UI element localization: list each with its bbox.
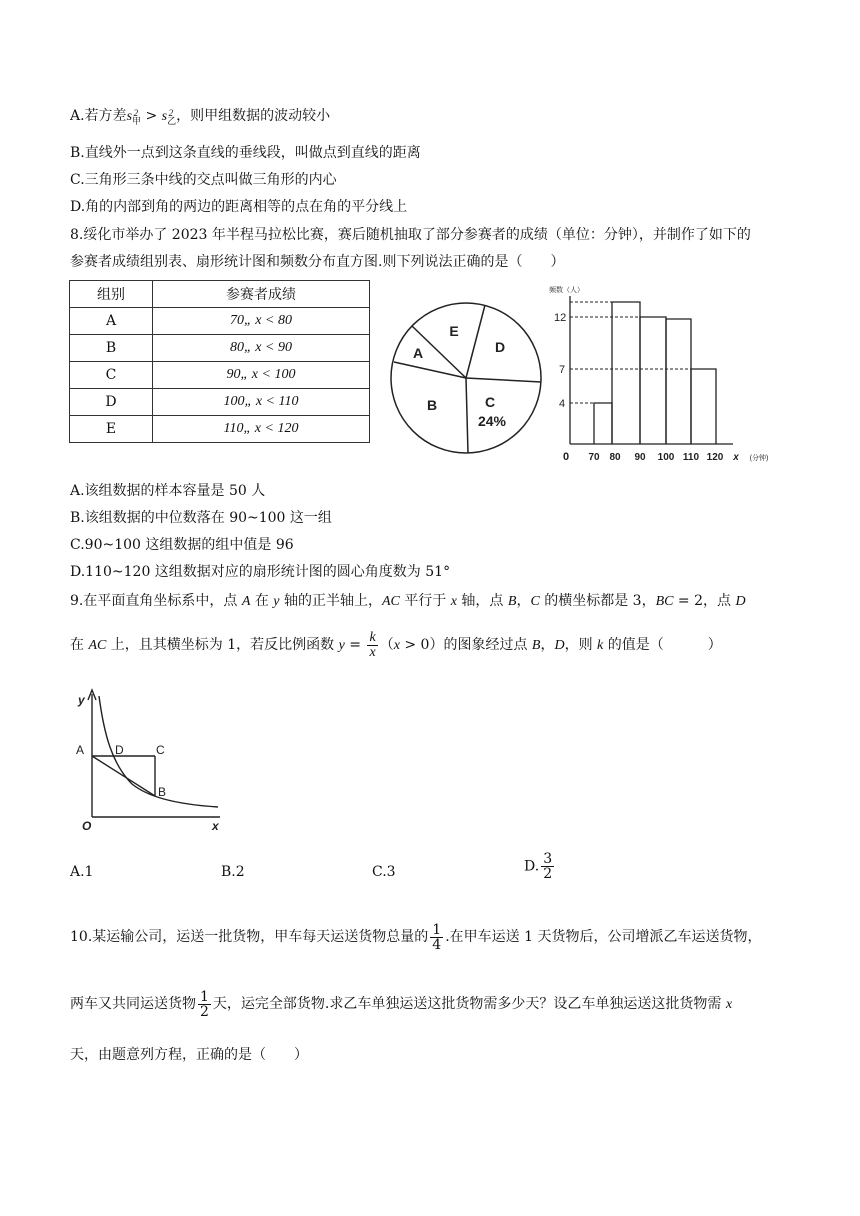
q8-option-d: D.110~120 这组数据对应的扇形统计图的圆心角度数为 51° <box>70 564 451 580</box>
q8-stem-line2: 参赛者成绩组别表、扇形统计图和频数分布直方图.则下列说法正确的是（ ） <box>70 254 565 270</box>
table-cell: 70„ x < 80 <box>153 308 370 335</box>
q7-option-b: B.直线外一点到这条直线的垂线段，叫做点到直线的距离 <box>70 145 421 161</box>
y-tick-7: 7 <box>559 364 566 376</box>
fraction-three-halves: $\frac{3}{2}$ <box>543 851 553 882</box>
q8-option-b: B.该组数据的中位数落在 90~100 这一组 <box>70 510 332 526</box>
q9-stem-line2: 在 AC 上，且其横坐标为 1，若反比例函数 y = $\frac{k}{x}$ （x > 0）的图象经过点 B，D，则 k 的值是（ ） <box>70 629 722 660</box>
table-row <box>70 308 370 335</box>
fraction-one-quarter: $\frac{1}{4}$ <box>432 921 442 953</box>
q8-option-c: C.90~100 这组数据的组中值是 96 <box>70 537 294 553</box>
q7-option-d: D.角的内部到角的两边的距离相等的点在角的平分线上 <box>70 199 408 215</box>
table-cell: 80„ x < 90 <box>153 335 370 362</box>
label-x: x <box>212 819 219 833</box>
q10-stem-line3: 天，由题意列方程，正确的是（ ） <box>70 1047 308 1063</box>
origin-label: 0 <box>563 451 570 463</box>
pie-divider <box>466 378 541 382</box>
y-tick-12: 12 <box>554 312 567 324</box>
bar-d <box>666 319 691 444</box>
pie-label-b: B <box>426 397 438 413</box>
segment-ab <box>92 756 155 796</box>
group-table <box>69 280 370 443</box>
pie-divider <box>466 305 485 378</box>
label-c: C <box>156 743 165 757</box>
fraction-k-over-x: $\frac{k}{x}$ <box>369 629 376 660</box>
pie-chart <box>388 290 548 460</box>
table-row <box>70 362 370 389</box>
pie-label-e: E <box>449 323 459 339</box>
table-cell: 90„ x < 100 <box>153 362 370 389</box>
x-axis-label: x <box>733 452 739 463</box>
q9-option-a: A.1 <box>70 864 94 880</box>
pie-label-c: C <box>484 394 496 410</box>
table-row <box>70 416 370 443</box>
table-cell: B <box>70 335 153 362</box>
q9-stem-line1: 9.在平面直角坐标系中，点 A 在 y 轴的正半轴上，AC 平行于 x 轴，点 B，C 的横坐标都是 3，BC = 2，点 D <box>70 593 746 609</box>
x-tick-120: 120 <box>706 452 724 463</box>
pie-label-c-percent: 24% <box>477 413 507 429</box>
q8-stem-line1: 8.绥化市举办了 2023 年半程马拉松比赛，赛后随机抽取了部分参赛者的成绩（单位：分钟），并制作了如下的 <box>70 227 751 243</box>
x-tick-100: 100 <box>657 452 675 463</box>
q7-option-a: A.若方差s 2 $_甲$ > s 2 $_乙$，则甲组数据的波动较小 <box>70 108 331 126</box>
bar-c <box>640 317 666 444</box>
table-cell: C <box>70 362 153 389</box>
table-header: 参赛者成绩 <box>153 281 370 308</box>
q9-option-d: D. $\frac{3}{2}$ <box>524 851 553 882</box>
bar-b <box>612 302 640 444</box>
x-tick-80: 80 <box>609 452 621 463</box>
label-d: D <box>115 743 124 757</box>
q7-option-c: C.三角形三条中线的交点叫做三角形的内心 <box>70 172 337 188</box>
label-a: A <box>76 743 85 757</box>
bar-e <box>691 369 716 444</box>
pie-label-a: A <box>412 345 424 361</box>
x-tick-90: 90 <box>634 452 646 463</box>
table-cell: A <box>70 308 153 335</box>
label-b: B <box>158 785 167 799</box>
table-header: 组别 <box>70 281 153 308</box>
histogram <box>545 282 790 467</box>
x-axis-unit: (分钟) <box>749 455 769 462</box>
table-cell: 100„ x < 110 <box>153 389 370 416</box>
histogram-ylabel: 频数（人） <box>549 287 584 294</box>
table-row <box>70 389 370 416</box>
x-tick-70: 70 <box>588 452 600 463</box>
table-cell: D <box>70 389 153 416</box>
q8-option-a: A.该组数据的样本容量是 50 人 <box>70 483 266 499</box>
fraction-one-half: $\frac{1}{2}$ <box>200 988 209 1020</box>
label-y: y <box>78 693 85 707</box>
pie-divider <box>394 362 466 378</box>
q10-stem-line2: 两车又共同运送货物 $\frac{1}{2}$ 天，运完全部货物.求乙车单独运送这批货物需多少天？设乙车单独运送这批货物需 x <box>70 988 733 1020</box>
q10-stem-line1: 10.某运输公司，运送一批货物，甲车每天运送货物总量的 $\frac{1}{4}$ .在甲车运送 1 天货物后，公司增派乙车运送货物， <box>70 921 762 953</box>
variance-s-yi: s 2 $_乙$ <box>161 108 177 126</box>
table-cell: 110„ x < 120 <box>153 416 370 443</box>
x-tick-110: 110 <box>682 452 700 463</box>
table-row <box>70 335 370 362</box>
table-header-row <box>70 281 370 308</box>
pie-label-d: D <box>494 339 506 355</box>
table-cell: E <box>70 416 153 443</box>
q9-option-c: C.3 <box>372 864 396 880</box>
q9-option-b: B.2 <box>221 864 245 880</box>
label-o: O <box>82 819 92 833</box>
variance-s-jia: s 2 $_甲$ <box>126 108 142 126</box>
pie-divider <box>466 378 468 453</box>
y-tick-4: 4 <box>559 398 566 410</box>
coordinate-graph <box>72 684 232 836</box>
bar-a <box>594 403 612 444</box>
